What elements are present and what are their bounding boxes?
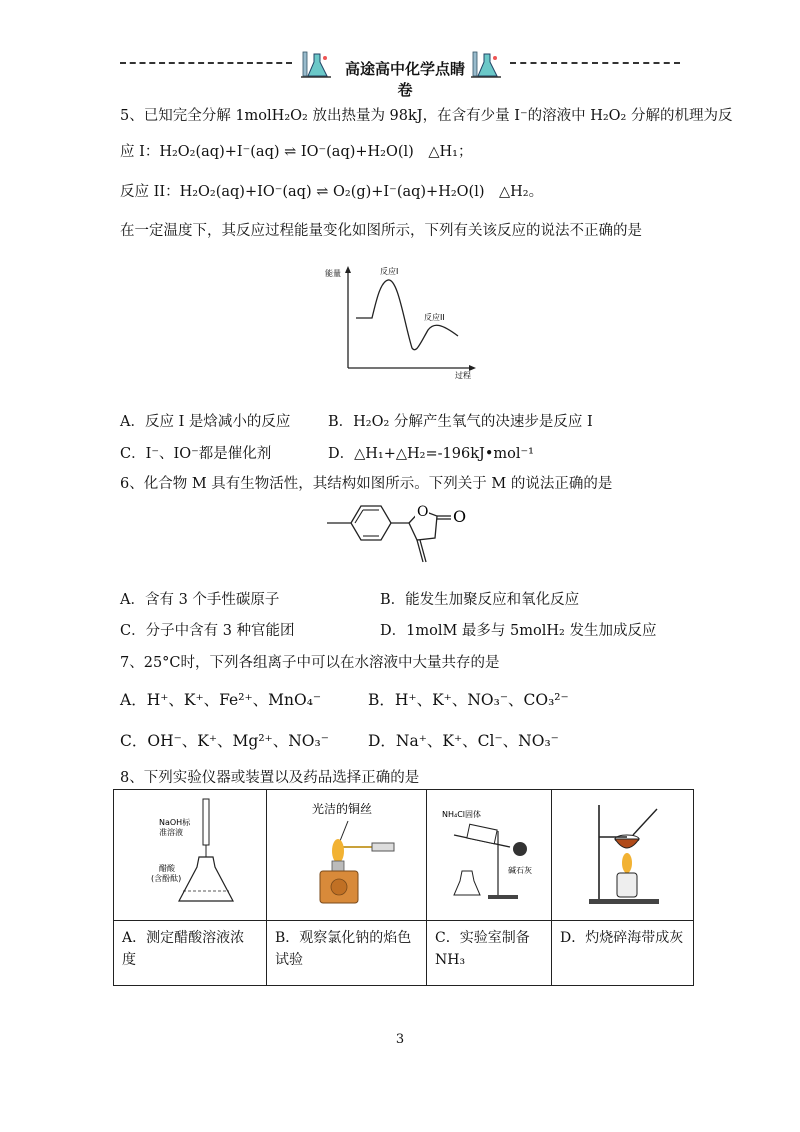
a-label-1: NaOH标 bbox=[159, 818, 191, 827]
q7-option-a[interactable]: A．H⁺、K⁺、Fe²⁺、MnO₄⁻ bbox=[120, 691, 322, 709]
flask-icon-left bbox=[300, 50, 334, 84]
q8-image-c bbox=[427, 790, 552, 921]
q5-option-a[interactable]: A．反应 I 是焓减小的反应 bbox=[120, 414, 291, 430]
q6-stem: 6、化合物 M 具有生物活性，其结构如图所示。下列关于 M 的说法正确的是 bbox=[120, 476, 613, 492]
q5-option-d[interactable]: D．△H₁+△H₂=-196kJ•mol⁻¹ bbox=[328, 446, 534, 462]
page-number: 3 bbox=[395, 1032, 405, 1047]
q7-option-b[interactable]: B．H⁺、K⁺、NO₃⁻、CO₃²⁻ bbox=[368, 691, 569, 709]
a-label-2: 准溶液 bbox=[159, 828, 183, 837]
q8-stem: 8、下列实验仪器或装置以及药品选择正确的是 bbox=[120, 770, 420, 786]
q5-option-c[interactable]: C．I⁻、IO⁻都是催化剂 bbox=[120, 446, 272, 462]
q7-option-d[interactable]: D．Na⁺、K⁺、Cl⁻、NO₃⁻ bbox=[368, 732, 559, 750]
a-label-3: 醋酸 bbox=[159, 864, 175, 873]
q5-stem-line4: 在一定温度下，其反应过程能量变化如图所示，下列有关该反应的说法不正确的是 bbox=[120, 223, 642, 239]
header-dash-left bbox=[120, 62, 292, 64]
q5-stem-line1: 5、已知完全分解 1molH₂O₂ 放出热量为 98kJ，在含有少量 I⁻的溶液中 H₂O₂ 分解的机理为反 bbox=[120, 108, 733, 124]
q7-option-c[interactable]: C．OH⁻、K⁺、Mg²⁺、NO₃⁻ bbox=[120, 732, 329, 750]
q6-option-c[interactable]: C．分子中含有 3 种官能团 bbox=[120, 623, 295, 639]
carbonyl-oxygen: O bbox=[453, 507, 467, 526]
flask-icon-right bbox=[470, 50, 504, 84]
q8-caption-c[interactable]: C．实验室制备 NH₃ bbox=[427, 921, 552, 986]
header-title: 高途高中化学点睛卷 bbox=[344, 60, 465, 99]
header-dash-right bbox=[510, 62, 680, 64]
x-axis-label: 过程 bbox=[455, 371, 471, 380]
y-axis-label: 能量 bbox=[325, 269, 341, 278]
q6-option-a[interactable]: A．含有 3 个手性碳原子 bbox=[120, 592, 280, 608]
q5-energy-diagram bbox=[320, 262, 490, 386]
q8-caption-d[interactable]: D．灼烧碎海带成灰 bbox=[552, 921, 694, 986]
q8-image-d bbox=[552, 790, 694, 921]
q6-option-d[interactable]: D．1molM 最多与 5molH₂ 发生加成反应 bbox=[380, 623, 657, 639]
q6-structure bbox=[325, 500, 485, 584]
c-label-1: NH₄Cl固体 bbox=[442, 810, 482, 819]
peak2-label: 反应II bbox=[424, 313, 445, 322]
q7-stem: 7、25°C时，下列各组离子中可以在水溶液中大量共存的是 bbox=[120, 655, 500, 671]
q8-apparatus-table bbox=[113, 789, 694, 986]
q8-image-a bbox=[114, 790, 267, 921]
q5-stem-line3: 反应 II：H₂O₂(aq)+IO⁻(aq) ⇌ O₂(g)+I⁻(aq)+H₂O(l) △H₂。 bbox=[120, 184, 544, 200]
q8-caption-a[interactable]: A．测定醋酸溶液浓度 bbox=[114, 921, 267, 986]
q8-image-b bbox=[267, 790, 427, 921]
b-label: 光洁的铜丝 bbox=[312, 802, 373, 816]
peak1-label: 反应I bbox=[380, 267, 399, 276]
q5-stem-line2: 应 I：H₂O₂(aq)+I⁻(aq) ⇌ IO⁻(aq)+H₂O(l) △H₁； bbox=[120, 144, 473, 160]
q6-option-b[interactable]: B．能发生加聚反应和氧化反应 bbox=[380, 592, 580, 608]
q5-option-b[interactable]: B．H₂O₂ 分解产生氧气的决速步是反应 I bbox=[328, 414, 593, 430]
ring-oxygen: O bbox=[417, 504, 429, 520]
c-label-2: 碱石灰 bbox=[508, 866, 532, 875]
a-label-4: (含酚酞) bbox=[151, 874, 182, 883]
q8-caption-b[interactable]: B．观察氯化钠的焰色试验 bbox=[267, 921, 427, 986]
